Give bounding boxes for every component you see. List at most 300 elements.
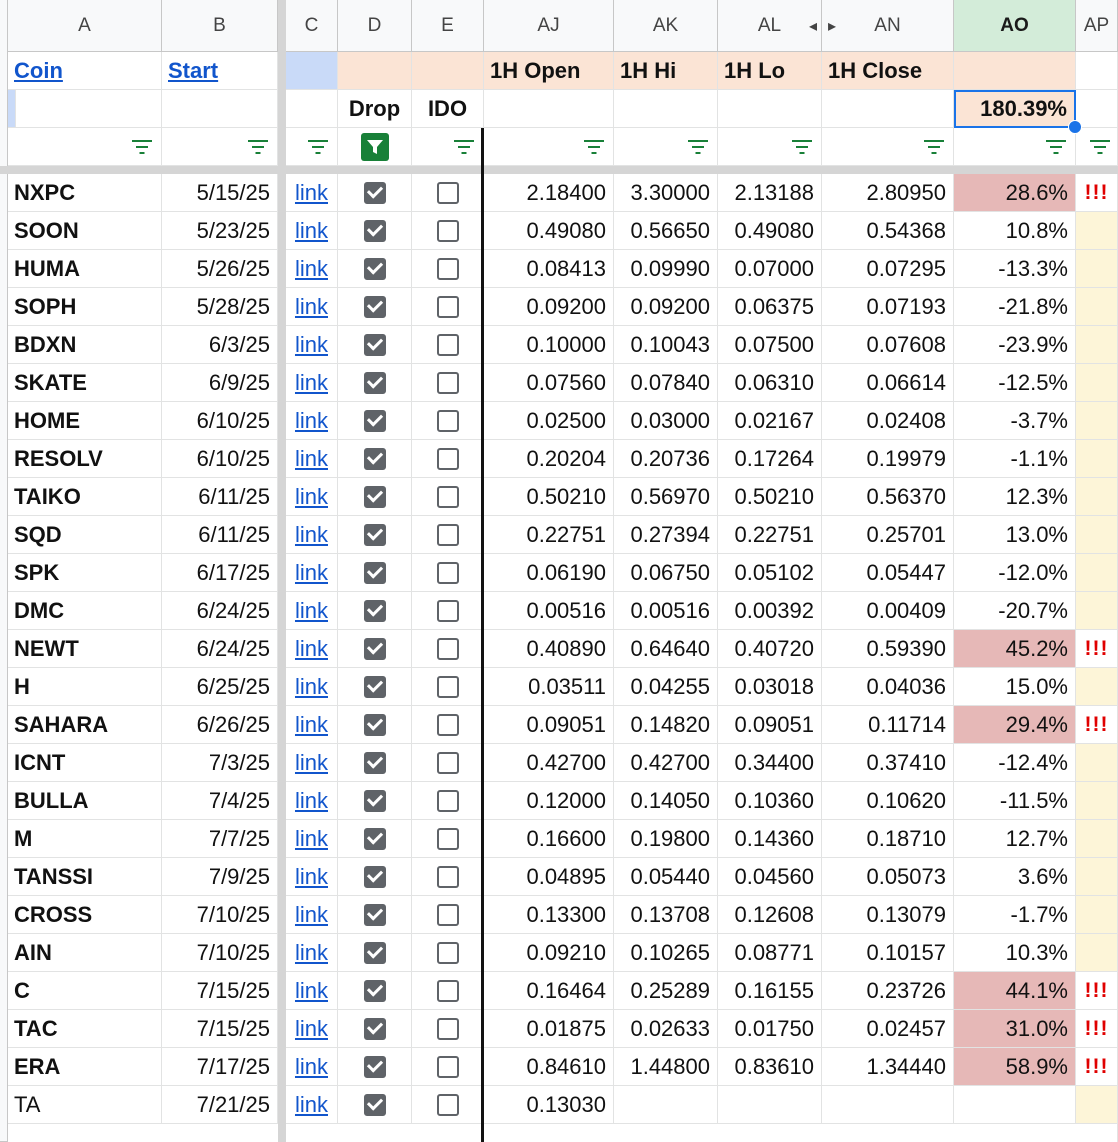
link-cell[interactable] bbox=[286, 896, 338, 934]
ido-checkbox[interactable] bbox=[437, 1018, 459, 1040]
drop-cell[interactable] bbox=[338, 782, 412, 820]
filter-icon[interactable] bbox=[687, 139, 709, 155]
row-link[interactable]: link bbox=[294, 939, 328, 965]
price-lo-cell[interactable]: 0.06375 bbox=[718, 288, 822, 326]
price-open-cell[interactable]: 0.12000 bbox=[484, 782, 614, 820]
alert-flag-cell[interactable] bbox=[1076, 478, 1118, 516]
row-link[interactable]: link bbox=[294, 217, 328, 243]
percent-change-cell[interactable]: -23.9% bbox=[954, 326, 1076, 364]
percent-change-cell[interactable]: -12.0% bbox=[954, 554, 1076, 592]
price-hi-cell[interactable]: 0.19800 bbox=[614, 820, 718, 858]
alert-flag-cell[interactable]: !!! bbox=[1076, 972, 1118, 1010]
drop-checkbox[interactable] bbox=[364, 448, 386, 470]
price-close-cell[interactable]: 0.54368 bbox=[822, 212, 954, 250]
drop-checkbox[interactable] bbox=[364, 258, 386, 280]
filter-cell[interactable] bbox=[162, 128, 278, 166]
header-d-cell[interactable] bbox=[338, 52, 412, 90]
ido-checkbox[interactable] bbox=[437, 182, 459, 204]
ido-cell[interactable] bbox=[412, 516, 484, 554]
alert-flag-cell[interactable] bbox=[1076, 402, 1118, 440]
drop-checkbox[interactable] bbox=[364, 638, 386, 660]
link-cell[interactable] bbox=[286, 592, 338, 630]
alert-flag-cell[interactable] bbox=[1076, 364, 1118, 402]
row-link[interactable]: link bbox=[294, 369, 328, 395]
column-header-ap[interactable] bbox=[1076, 0, 1118, 52]
percent-change-cell[interactable]: 10.8% bbox=[954, 212, 1076, 250]
ido-cell[interactable] bbox=[412, 972, 484, 1010]
price-close-cell[interactable]: 0.19979 bbox=[822, 440, 954, 478]
price-open-cell[interactable]: 0.22751 bbox=[484, 516, 614, 554]
start-date-cell[interactable]: 7/10/25 bbox=[162, 896, 278, 934]
ido-cell[interactable] bbox=[412, 668, 484, 706]
coin-cell[interactable]: RESOLV bbox=[8, 440, 162, 478]
price-hi-cell[interactable]: 0.56650 bbox=[614, 212, 718, 250]
summary-b-cell[interactable] bbox=[162, 90, 278, 128]
price-open-cell[interactable]: 0.09200 bbox=[484, 288, 614, 326]
ido-cell[interactable] bbox=[412, 288, 484, 326]
ido-cell[interactable] bbox=[412, 478, 484, 516]
price-close-cell[interactable]: 0.10157 bbox=[822, 934, 954, 972]
coin-cell[interactable]: M bbox=[8, 820, 162, 858]
coin-cell[interactable]: CROSS bbox=[8, 896, 162, 934]
filter-cell[interactable] bbox=[1076, 128, 1118, 166]
coin-cell[interactable]: HUMA bbox=[8, 250, 162, 288]
start-date-cell[interactable]: 6/10/25 bbox=[162, 402, 278, 440]
price-lo-cell[interactable]: 0.00392 bbox=[718, 592, 822, 630]
filter-icon[interactable] bbox=[583, 139, 605, 155]
header-ap-cell[interactable] bbox=[1076, 52, 1118, 90]
drop-checkbox[interactable] bbox=[364, 410, 386, 432]
percent-change-cell[interactable]: 3.6% bbox=[954, 858, 1076, 896]
row-link[interactable]: link bbox=[294, 521, 328, 547]
drop-cell[interactable] bbox=[338, 516, 412, 554]
drop-cell[interactable] bbox=[338, 326, 412, 364]
ido-cell[interactable] bbox=[412, 858, 484, 896]
alert-flag-cell[interactable] bbox=[1076, 326, 1118, 364]
drop-cell[interactable] bbox=[338, 554, 412, 592]
price-close-cell[interactable]: 0.23726 bbox=[822, 972, 954, 1010]
price-hi-cell[interactable]: 0.14050 bbox=[614, 782, 718, 820]
drop-cell[interactable] bbox=[338, 592, 412, 630]
ido-checkbox[interactable] bbox=[437, 562, 459, 584]
ido-checkbox[interactable] bbox=[437, 486, 459, 508]
row-link[interactable]: link bbox=[294, 749, 328, 775]
start-header-link[interactable]: Start bbox=[168, 57, 219, 83]
price-close-cell[interactable]: 2.80950 bbox=[822, 174, 954, 212]
link-cell[interactable] bbox=[286, 706, 338, 744]
drop-checkbox[interactable] bbox=[364, 714, 386, 736]
drop-checkbox[interactable] bbox=[364, 942, 386, 964]
ido-checkbox[interactable] bbox=[437, 676, 459, 698]
drop-checkbox[interactable] bbox=[364, 562, 386, 584]
price-open-cell[interactable]: 0.40890 bbox=[484, 630, 614, 668]
coin-cell[interactable]: ICNT bbox=[8, 744, 162, 782]
row-link[interactable]: link bbox=[294, 179, 328, 205]
link-cell[interactable] bbox=[286, 250, 338, 288]
drop-checkbox[interactable] bbox=[364, 828, 386, 850]
drop-cell[interactable] bbox=[338, 896, 412, 934]
percent-change-cell[interactable]: 31.0% bbox=[954, 1010, 1076, 1048]
price-close-cell[interactable]: 0.06614 bbox=[822, 364, 954, 402]
ido-cell[interactable] bbox=[412, 592, 484, 630]
price-open-cell[interactable]: 0.10000 bbox=[484, 326, 614, 364]
row-link[interactable]: link bbox=[294, 1053, 328, 1079]
start-date-cell[interactable]: 7/4/25 bbox=[162, 782, 278, 820]
row-link[interactable]: link bbox=[294, 331, 328, 357]
price-close-cell[interactable]: 0.18710 bbox=[822, 820, 954, 858]
start-date-cell[interactable]: 6/11/25 bbox=[162, 478, 278, 516]
coin-cell[interactable]: BULLA bbox=[8, 782, 162, 820]
price-close-cell[interactable]: 0.25701 bbox=[822, 516, 954, 554]
drop-cell[interactable] bbox=[338, 744, 412, 782]
link-cell[interactable] bbox=[286, 554, 338, 592]
alert-flag-cell[interactable] bbox=[1076, 1086, 1118, 1124]
total-percent-cell[interactable]: 180.39% bbox=[954, 90, 1076, 128]
percent-change-cell[interactable]: 29.4% bbox=[954, 706, 1076, 744]
filter-cell[interactable] bbox=[718, 128, 822, 166]
filter-cell[interactable] bbox=[8, 128, 162, 166]
price-hi-cell[interactable]: 3.30000 bbox=[614, 174, 718, 212]
drop-cell[interactable] bbox=[338, 1048, 412, 1086]
ido-checkbox[interactable] bbox=[437, 1056, 459, 1078]
ido-checkbox[interactable] bbox=[437, 980, 459, 1002]
row-link[interactable]: link bbox=[294, 559, 328, 585]
coin-cell[interactable]: SAHARA bbox=[8, 706, 162, 744]
percent-change-cell[interactable] bbox=[954, 1086, 1076, 1124]
coin-cell[interactable]: NEWT bbox=[8, 630, 162, 668]
coin-cell[interactable]: SKATE bbox=[8, 364, 162, 402]
link-cell[interactable] bbox=[286, 782, 338, 820]
alert-flag-cell[interactable]: !!! bbox=[1076, 706, 1118, 744]
filter-icon[interactable] bbox=[307, 139, 329, 155]
price-hi-cell[interactable]: 0.02633 bbox=[614, 1010, 718, 1048]
link-cell[interactable] bbox=[286, 744, 338, 782]
price-lo-cell[interactable]: 0.17264 bbox=[718, 440, 822, 478]
coin-cell[interactable]: SQD bbox=[8, 516, 162, 554]
ido-cell[interactable] bbox=[412, 934, 484, 972]
summary-c-cell[interactable] bbox=[286, 90, 338, 128]
ido-cell[interactable] bbox=[412, 1048, 484, 1086]
row-link[interactable]: link bbox=[294, 825, 328, 851]
filter-active-icon[interactable] bbox=[361, 133, 389, 161]
start-date-cell[interactable]: 6/9/25 bbox=[162, 364, 278, 402]
start-date-cell[interactable]: 7/21/25 bbox=[162, 1086, 278, 1124]
row-link[interactable]: link bbox=[294, 407, 328, 433]
drop-cell[interactable] bbox=[338, 288, 412, 326]
price-hi-cell[interactable]: 0.10265 bbox=[614, 934, 718, 972]
price-close-cell[interactable]: 0.11714 bbox=[822, 706, 954, 744]
row-link[interactable]: link bbox=[294, 673, 328, 699]
column-header-e[interactable] bbox=[412, 0, 484, 52]
price-close-cell[interactable]: 0.07295 bbox=[822, 250, 954, 288]
start-date-cell[interactable]: 7/17/25 bbox=[162, 1048, 278, 1086]
price-lo-cell[interactable]: 0.10360 bbox=[718, 782, 822, 820]
ido-checkbox[interactable] bbox=[437, 752, 459, 774]
percent-change-cell[interactable]: 12.7% bbox=[954, 820, 1076, 858]
price-lo-cell[interactable]: 0.50210 bbox=[718, 478, 822, 516]
price-close-cell[interactable]: 1.34440 bbox=[822, 1048, 954, 1086]
start-date-cell[interactable]: 6/10/25 bbox=[162, 440, 278, 478]
alert-flag-cell[interactable] bbox=[1076, 516, 1118, 554]
ido-checkbox[interactable] bbox=[437, 904, 459, 926]
alert-flag-cell[interactable]: !!! bbox=[1076, 630, 1118, 668]
link-cell[interactable] bbox=[286, 820, 338, 858]
coin-cell[interactable]: DMC bbox=[8, 592, 162, 630]
drop-checkbox[interactable] bbox=[364, 486, 386, 508]
hidden-columns-right-arrow-icon[interactable]: ▸ bbox=[828, 17, 837, 35]
ido-checkbox[interactable] bbox=[437, 638, 459, 660]
price-close-cell[interactable]: 0.07193 bbox=[822, 288, 954, 326]
alert-flag-cell[interactable] bbox=[1076, 934, 1118, 972]
price-lo-cell[interactable]: 0.34400 bbox=[718, 744, 822, 782]
row-link[interactable]: link bbox=[294, 787, 328, 813]
link-cell[interactable] bbox=[286, 934, 338, 972]
link-cell[interactable] bbox=[286, 440, 338, 478]
price-open-cell[interactable]: 0.16600 bbox=[484, 820, 614, 858]
start-date-cell[interactable]: 6/3/25 bbox=[162, 326, 278, 364]
price-lo-cell[interactable]: 0.12608 bbox=[718, 896, 822, 934]
price-open-cell[interactable]: 0.00516 bbox=[484, 592, 614, 630]
coin-cell[interactable]: ERA bbox=[8, 1048, 162, 1086]
ido-checkbox[interactable] bbox=[437, 220, 459, 242]
price-lo-cell[interactable]: 0.16155 bbox=[718, 972, 822, 1010]
coin-cell[interactable]: SOPH bbox=[8, 288, 162, 326]
start-date-cell[interactable]: 5/15/25 bbox=[162, 174, 278, 212]
price-close-cell[interactable]: 0.02408 bbox=[822, 402, 954, 440]
price-hi-cell[interactable]: 0.00516 bbox=[614, 592, 718, 630]
link-cell[interactable] bbox=[286, 402, 338, 440]
alert-flag-cell[interactable] bbox=[1076, 782, 1118, 820]
ido-cell[interactable] bbox=[412, 402, 484, 440]
ido-checkbox[interactable] bbox=[437, 790, 459, 812]
price-lo-cell[interactable]: 0.01750 bbox=[718, 1010, 822, 1048]
coin-cell[interactable]: TAC bbox=[8, 1010, 162, 1048]
ido-checkbox[interactable] bbox=[437, 524, 459, 546]
ido-checkbox[interactable] bbox=[437, 334, 459, 356]
percent-change-cell[interactable]: -13.3% bbox=[954, 250, 1076, 288]
coin-cell[interactable]: BDXN bbox=[8, 326, 162, 364]
link-cell[interactable] bbox=[286, 1086, 338, 1124]
price-hi-cell[interactable]: 0.20736 bbox=[614, 440, 718, 478]
column-header-a[interactable] bbox=[8, 0, 162, 52]
summary-cell[interactable] bbox=[822, 90, 954, 128]
ido-cell[interactable] bbox=[412, 896, 484, 934]
start-date-cell[interactable]: 5/26/25 bbox=[162, 250, 278, 288]
filter-icon[interactable] bbox=[1045, 139, 1067, 155]
drop-checkbox[interactable] bbox=[364, 220, 386, 242]
price-open-cell[interactable]: 0.03511 bbox=[484, 668, 614, 706]
start-date-cell[interactable]: 6/24/25 bbox=[162, 630, 278, 668]
price-close-cell[interactable]: 0.00409 bbox=[822, 592, 954, 630]
coin-cell[interactable]: TAIKO bbox=[8, 478, 162, 516]
ido-checkbox[interactable] bbox=[437, 448, 459, 470]
column-header-an[interactable] bbox=[822, 0, 954, 52]
summary-cell[interactable] bbox=[484, 90, 614, 128]
drop-cell[interactable] bbox=[338, 934, 412, 972]
link-cell[interactable] bbox=[286, 972, 338, 1010]
alert-flag-cell[interactable]: !!! bbox=[1076, 174, 1118, 212]
price-open-cell[interactable]: 0.13300 bbox=[484, 896, 614, 934]
drop-cell[interactable] bbox=[338, 1010, 412, 1048]
price-lo-cell[interactable]: 0.03018 bbox=[718, 668, 822, 706]
ido-checkbox[interactable] bbox=[437, 1094, 459, 1116]
filter-cell[interactable] bbox=[286, 128, 338, 166]
start-date-cell[interactable]: 7/7/25 bbox=[162, 820, 278, 858]
price-open-cell[interactable]: 0.06190 bbox=[484, 554, 614, 592]
header-1h-lo[interactable]: 1H Lo bbox=[718, 52, 822, 90]
price-hi-cell[interactable]: 0.07840 bbox=[614, 364, 718, 402]
ido-checkbox[interactable] bbox=[437, 410, 459, 432]
link-cell[interactable] bbox=[286, 1010, 338, 1048]
drop-checkbox[interactable] bbox=[364, 676, 386, 698]
price-open-cell[interactable]: 0.08413 bbox=[484, 250, 614, 288]
link-cell[interactable] bbox=[286, 1048, 338, 1086]
ido-cell[interactable] bbox=[412, 1010, 484, 1048]
price-close-cell[interactable]: 0.04036 bbox=[822, 668, 954, 706]
link-cell[interactable] bbox=[286, 174, 338, 212]
drop-cell[interactable] bbox=[338, 972, 412, 1010]
drop-cell[interactable] bbox=[338, 820, 412, 858]
price-open-cell[interactable]: 0.07560 bbox=[484, 364, 614, 402]
drop-checkbox[interactable] bbox=[364, 524, 386, 546]
price-lo-cell[interactable]: 0.08771 bbox=[718, 934, 822, 972]
filter-icon[interactable] bbox=[791, 139, 813, 155]
alert-flag-cell[interactable] bbox=[1076, 288, 1118, 326]
filter-icon[interactable] bbox=[131, 139, 153, 155]
price-hi-cell[interactable]: 0.25289 bbox=[614, 972, 718, 1010]
ido-cell[interactable] bbox=[412, 554, 484, 592]
row-link[interactable]: link bbox=[294, 483, 328, 509]
column-header-ao[interactable] bbox=[954, 0, 1076, 52]
start-date-cell[interactable]: 6/17/25 bbox=[162, 554, 278, 592]
frozen-row-divider[interactable] bbox=[0, 166, 1118, 174]
drop-checkbox[interactable] bbox=[364, 904, 386, 926]
link-cell[interactable] bbox=[286, 326, 338, 364]
coin-cell[interactable]: SPK bbox=[8, 554, 162, 592]
price-open-cell[interactable]: 0.01875 bbox=[484, 1010, 614, 1048]
percent-change-cell[interactable]: -12.4% bbox=[954, 744, 1076, 782]
filter-icon[interactable] bbox=[247, 139, 269, 155]
filter-icon[interactable] bbox=[453, 139, 475, 155]
ido-cell[interactable] bbox=[412, 326, 484, 364]
header-1h-hi[interactable]: 1H Hi bbox=[614, 52, 718, 90]
drop-checkbox[interactable] bbox=[364, 600, 386, 622]
alert-flag-cell[interactable] bbox=[1076, 554, 1118, 592]
header-1h-open[interactable]: 1H Open bbox=[484, 52, 614, 90]
ido-cell[interactable] bbox=[412, 212, 484, 250]
ido-cell[interactable] bbox=[412, 440, 484, 478]
price-close-cell[interactable]: 0.07608 bbox=[822, 326, 954, 364]
summary-a-cell-main[interactable] bbox=[16, 90, 162, 128]
fill-handle[interactable] bbox=[1068, 120, 1082, 134]
price-lo-cell[interactable]: 0.02167 bbox=[718, 402, 822, 440]
drop-cell[interactable] bbox=[338, 250, 412, 288]
price-hi-cell[interactable]: 0.06750 bbox=[614, 554, 718, 592]
drop-cell[interactable] bbox=[338, 364, 412, 402]
price-hi-cell[interactable]: 0.09990 bbox=[614, 250, 718, 288]
start-date-cell[interactable]: 6/25/25 bbox=[162, 668, 278, 706]
drop-cell[interactable] bbox=[338, 212, 412, 250]
start-date-cell[interactable]: 7/3/25 bbox=[162, 744, 278, 782]
row-link[interactable]: link bbox=[294, 445, 328, 471]
alert-flag-cell[interactable] bbox=[1076, 212, 1118, 250]
drop-checkbox[interactable] bbox=[364, 1094, 386, 1116]
price-lo-cell[interactable]: 0.22751 bbox=[718, 516, 822, 554]
price-hi-cell[interactable]: 0.05440 bbox=[614, 858, 718, 896]
ido-checkbox[interactable] bbox=[437, 258, 459, 280]
coin-cell[interactable]: TANSSI bbox=[8, 858, 162, 896]
ido-cell[interactable] bbox=[412, 782, 484, 820]
ido-checkbox[interactable] bbox=[437, 942, 459, 964]
price-lo-cell[interactable]: 0.04560 bbox=[718, 858, 822, 896]
row-link[interactable]: link bbox=[294, 635, 328, 661]
drop-header[interactable]: Drop bbox=[338, 90, 412, 128]
link-cell[interactable] bbox=[286, 212, 338, 250]
column-header-b[interactable] bbox=[162, 0, 278, 52]
drop-checkbox[interactable] bbox=[364, 752, 386, 774]
link-cell[interactable] bbox=[286, 478, 338, 516]
row-link[interactable]: link bbox=[294, 977, 328, 1003]
price-open-cell[interactable]: 0.02500 bbox=[484, 402, 614, 440]
price-close-cell[interactable]: 0.10620 bbox=[822, 782, 954, 820]
alert-flag-cell[interactable] bbox=[1076, 744, 1118, 782]
price-close-cell[interactable]: 0.05447 bbox=[822, 554, 954, 592]
alert-flag-cell[interactable] bbox=[1076, 820, 1118, 858]
alert-flag-cell[interactable]: !!! bbox=[1076, 1048, 1118, 1086]
price-open-cell[interactable]: 0.13030 bbox=[484, 1086, 614, 1124]
percent-change-cell[interactable]: -21.8% bbox=[954, 288, 1076, 326]
header-c-cell[interactable] bbox=[286, 52, 338, 90]
summary-ap-cell[interactable] bbox=[1076, 90, 1118, 128]
drop-cell[interactable] bbox=[338, 668, 412, 706]
price-hi-cell[interactable]: 0.13708 bbox=[614, 896, 718, 934]
drop-cell[interactable] bbox=[338, 1086, 412, 1124]
alert-flag-cell[interactable]: !!! bbox=[1076, 1010, 1118, 1048]
start-date-cell[interactable]: 7/15/25 bbox=[162, 972, 278, 1010]
header-ao-cell[interactable] bbox=[954, 52, 1076, 90]
price-lo-cell[interactable]: 0.07000 bbox=[718, 250, 822, 288]
price-lo-cell[interactable]: 0.40720 bbox=[718, 630, 822, 668]
start-date-cell[interactable]: 5/28/25 bbox=[162, 288, 278, 326]
drop-checkbox[interactable] bbox=[364, 980, 386, 1002]
percent-change-cell[interactable]: 10.3% bbox=[954, 934, 1076, 972]
row-link[interactable]: link bbox=[294, 1091, 328, 1117]
start-date-cell[interactable]: 6/26/25 bbox=[162, 706, 278, 744]
filter-cell[interactable] bbox=[338, 128, 412, 166]
summary-cell[interactable] bbox=[614, 90, 718, 128]
price-hi-cell[interactable]: 0.09200 bbox=[614, 288, 718, 326]
coin-cell[interactable]: HOME bbox=[8, 402, 162, 440]
filter-cell[interactable] bbox=[412, 128, 484, 166]
ido-checkbox[interactable] bbox=[437, 866, 459, 888]
row-link[interactable]: link bbox=[294, 863, 328, 889]
percent-change-cell[interactable]: 13.0% bbox=[954, 516, 1076, 554]
filter-icon[interactable] bbox=[1089, 139, 1111, 155]
percent-change-cell[interactable]: 12.3% bbox=[954, 478, 1076, 516]
price-hi-cell[interactable]: 0.04255 bbox=[614, 668, 718, 706]
drop-cell[interactable] bbox=[338, 706, 412, 744]
alert-flag-cell[interactable] bbox=[1076, 858, 1118, 896]
ido-cell[interactable] bbox=[412, 706, 484, 744]
ido-header[interactable]: IDO bbox=[412, 90, 484, 128]
coin-header-link[interactable]: Coin bbox=[14, 57, 63, 83]
link-cell[interactable] bbox=[286, 630, 338, 668]
column-header-c[interactable] bbox=[286, 0, 338, 52]
coin-cell[interactable]: SOON bbox=[8, 212, 162, 250]
start-date-cell[interactable]: 5/23/25 bbox=[162, 212, 278, 250]
column-header-al[interactable] bbox=[718, 0, 822, 52]
link-cell[interactable] bbox=[286, 668, 338, 706]
